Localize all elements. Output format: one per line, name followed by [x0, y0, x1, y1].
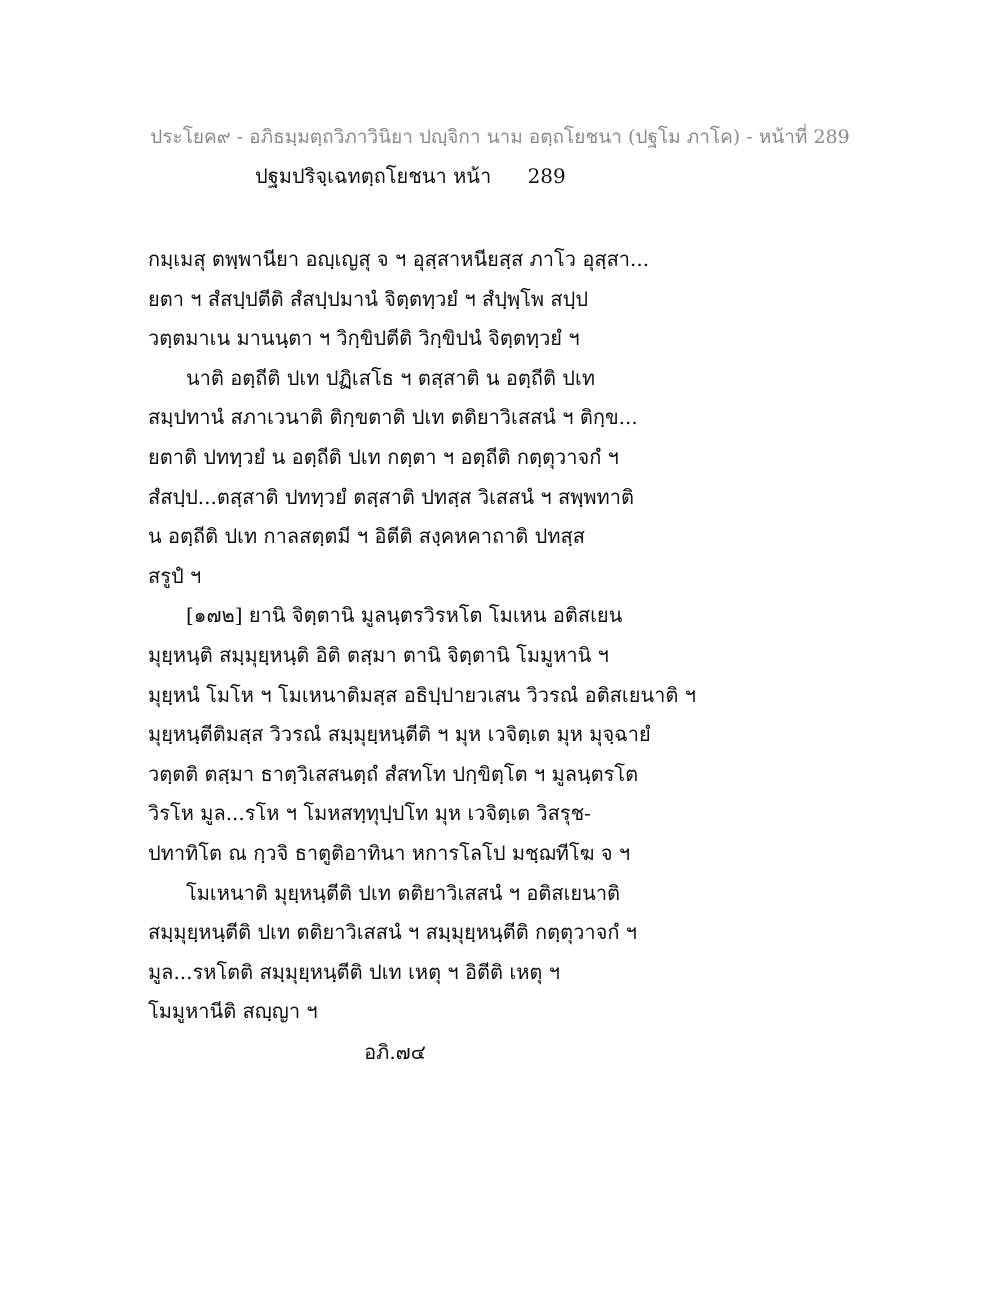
- body-text: [148, 240, 848, 1032]
- text-line: [๑๗๒] ยานิ จิตฺตานิ มูลนฺตรวิรหโต โมเหน อติสเยน: [186, 603, 623, 628]
- text-line: สรูปํ ฯ: [148, 563, 202, 588]
- text-line: กมฺเมสุ ตพฺพานียา อญฺเญสุ จ ฯ อุสฺสาหนียสฺส ภาโว อุสฺสา...: [148, 247, 650, 271]
- text-line: ปทาทิโต ณ กฺวจิ ธาตูติอาทินา หการโลโป มชฺฌทีโฆ จ ฯ: [148, 840, 631, 865]
- text-line: โมเหนาติ มุยฺหนฺตีติ ปเท ตติยาวิเสสนํ ฯ อติสเยนาติ: [186, 880, 621, 905]
- text-line: มูล...รหโตติ สมฺมุยฺหนฺตีติ ปเท เหตุ ฯ อิตีติ เหตุ ฯ: [148, 959, 560, 984]
- running-header: ประโยค๙ - อภิธมฺมตฺถวิภาวินิยา ปญฺจิกา นาม อตฺถโยชนา (ปฐโม ภาโค) - หน้าที่ 289: [150, 126, 850, 148]
- text-line: ยตา ฯ สํสปฺปตีติ สํสปฺปมานํ จิตฺตทฺวยํ ฯ สํปฺพฺโพ สปฺป: [148, 286, 589, 311]
- text-line: วิรโห มูล...รโห ฯ โมหสทฺทุปฺปโท มุห เวจิตฺเต วิสรุช-: [148, 801, 591, 826]
- text-line: มุยฺหนฺตีติมสฺส วิวรณํ สมฺมุยฺหนฺตีติ ฯ มุห เวจิตฺเต มุห มุจฺฉายํ: [148, 722, 651, 747]
- text-line: น อตฺถีติ ปเท กาลสตฺตมี ฯ อิตีติ สงฺคหคาถาติ ปทสฺส: [148, 524, 585, 549]
- text-line: มุยฺหนฺติ สมฺมุยฺหนฺติ อิติ ตสฺมา ตานิ จิตฺตานิ โมมูหานิ ฯ: [148, 642, 609, 667]
- section-title: ปฐมปริจฺเฉทตฺถโยชนา หน้า: [255, 164, 492, 188]
- text-line: นาติ อตฺถีติ ปเท ปฏิเสโธ ฯ ตสฺสาติ น อตฺถีติ ปเท: [186, 365, 596, 390]
- footer-reference: อภิ.๗๔: [364, 1040, 426, 1064]
- text-line: มุยฺหนํ โมโห ฯ โมเหนาติมสฺส อธิปฺปายวเสน วิวรณํ อติสเยนาติ ฯ: [148, 682, 696, 707]
- text-line: วตฺตติ ตสฺมา ธาตฺวิเสสนตฺถํ สํสทโท ปกฺขิตฺโต ฯ มูลนฺตรโต: [148, 761, 639, 786]
- page-number: 289: [527, 164, 566, 188]
- text-line: วตฺตมาเน มานนฺตา ฯ วิกฺขิปตีติ วิกฺขิปนํ จิตฺตทฺวยํ ฯ: [148, 326, 580, 351]
- text-line: สมฺมุยฺหนฺตีติ ปเท ตติยาวิเสสนํ ฯ สมฺมุยฺหนฺตีติ กตฺตุวาจกํ ฯ: [148, 920, 638, 945]
- text-line: ยตาติ ปททฺวยํ น อตฺถีติ ปเท กตฺตา ฯ อตฺถีติ กตฺตุวาจกํ ฯ: [148, 444, 619, 469]
- text-line: โมมูหานีติ สญฺญา ฯ: [148, 999, 318, 1024]
- text-line: สํสปฺป...ตสฺสาติ ปททฺวยํ ตสฺสาติ ปทสฺส วิเสสนํ ฯ สพฺพทาติ: [148, 484, 634, 509]
- section-header: [255, 160, 566, 192]
- text-line: สมฺปทานํ สภาเวนาติ ติกฺขตาติ ปเท ตติยาวิเสสนํ ฯ ติกฺข...: [148, 405, 638, 430]
